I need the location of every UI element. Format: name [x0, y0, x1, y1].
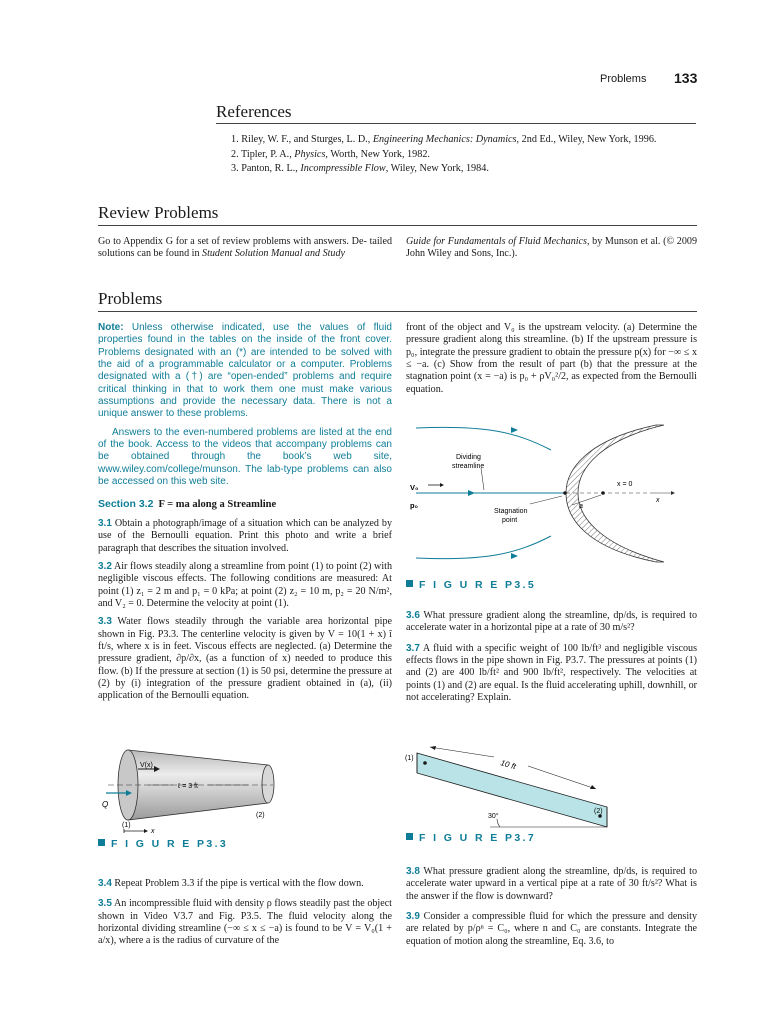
point-1-label: (1) — [405, 755, 414, 762]
reference-item: 2. Tipler, P. A., Physics, Worth, New York, 1982. — [231, 148, 430, 160]
stagnation-label: Stagnation — [494, 508, 528, 515]
figure-p3-7-caption: F I G U R E P3.7 — [406, 832, 536, 844]
reference-item: 3. Panton, R. L., Incompressible Flow, Wiley, New York, 1984. — [231, 163, 489, 174]
problem-3-4: 3.4 Repeat Problem 3.3 if the pipe is vertical with the flow down. — [98, 878, 364, 889]
figure-p3-3-caption: F I G U R E P3.3 — [98, 838, 228, 850]
length-label: 10 ft — [499, 758, 517, 772]
p0-label: p₀ — [410, 501, 418, 510]
angle-label: 30° — [488, 813, 499, 820]
right-column-bottom — [406, 866, 697, 954]
radius-label: a — [579, 503, 583, 510]
review-rule — [98, 225, 697, 226]
figure-p3-7 — [400, 745, 696, 835]
dividing-label: Dividing — [456, 454, 481, 461]
x-axis-label: x — [151, 828, 155, 835]
figure-p3-5 — [406, 410, 696, 575]
point-2-label: (2) — [256, 812, 265, 819]
problem-3-1: 3.1 Obtain a photograph/image of a situation which can be analyzed by use of the Bernoulli equation. Print this photo and write a brief paragraph that describes the situation involved. — [98, 517, 392, 554]
length-label: ℓ = 3 ft — [178, 783, 198, 790]
answers-paragraph: Answers to the even-numbered problems are listed at the end of the book. Access to the videos that accompany problems can be obtained through the book’s web site, www.wiley.com/college/munson. The lab-type problems can also be accessed on this web site. — [98, 426, 392, 488]
left-column-bottom — [98, 878, 392, 954]
right-column-middle — [406, 610, 697, 710]
references-rule — [216, 123, 696, 124]
point-2-label: (2) — [594, 808, 603, 815]
note-paragraph: Note: Unless otherwise indicated, use the values of fluid properties found in the tables on the inside of the front cover. Problems designated with an (*) are intended to be solved with the aid of a programmable calculator or a computer. Problems designated with a (†) are “open-ended” problems and require critical thinking in that to work them one must make various assumptions and provide the necessary data. There is not a unique answer to these problems. — [98, 322, 392, 420]
problems-rule — [98, 311, 697, 312]
point-1-label: (1) — [122, 822, 131, 829]
review-left-text: Go to Appendix G for a set of review problems with answers. De- tailed solutions can be found in Student Solution Manual and Study — [98, 236, 392, 260]
problem-3-2: 3.2 Air flows steadily along a streamline from point (1) to point (2) with negligible viscous effects. The following conditions are measured: At point (1) z₁ = 2 m and p₁ = 0 kPa; at point (2) z₂ = 10 m, p₂ = 20 N/m², and V₂ = 0. Determine the velocity at point (1). — [98, 560, 392, 609]
problem-3-6: 3.6 What pressure gradient along the streamline, dp/ds, is required to accelerate water in a horizontal pipe at a rate of 30 m/s²? — [406, 610, 697, 634]
problem-3-3: 3.3 Water flows steadily through the variable area horizontal pipe shown in Fig. P3.3. The centerline velocity is given by V = 10(1 + x) î ft/s, where x is in feet. Viscous effects are neglected. (a) Determine the pressure gradient, ∂p/∂x, (as a function of x) needed to produce this flow. (b) If the pressure at section (1) is 50 psi, determine the pressure at (2) by (i) integration of the pressure gradient obtained in (a), (ii) application of the Bernoulli equation. — [98, 616, 392, 702]
problems-title: Problems — [98, 289, 163, 308]
figure-p3-3 — [98, 745, 388, 835]
review-right-text: Guide for Fundamentals of Fluid Mechanics, by Munson et al. (© 2009 John Wiley and Sons, Inc.). — [406, 236, 697, 260]
figure-p3-5-caption: F I G U R E P3.5 — [406, 579, 536, 591]
point-label: point — [502, 517, 518, 524]
problem-3-8: 3.8 What pressure gradient along the streamline, dp/ds, is required to accelerate water upward in a vertical pipe at a rate of 30 ft/s²? What is the answer if the flow is downward? — [406, 866, 697, 902]
problem-3-5: 3.5 An incompressible fluid with density ρ flows steadily past the object shown in Video V3.7 and Fig. P3.5. The fluid velocity along the horizontal dividing streamline (−∞ ≤ x ≤ −a) is found to be V = V₀(1 + a/x), where a is the radius of curvature of the — [98, 898, 392, 947]
v0-label: V₀ — [410, 483, 419, 492]
flow-rate-label: Q — [102, 800, 109, 809]
references-title: References — [216, 102, 292, 121]
references-list — [231, 133, 656, 177]
origin-label: x = 0 — [617, 481, 633, 488]
problem-3-5-continued: front of the object and V₀ is the upstream velocity. (a) Determine the pressure gradient along this streamline. (b) If the upstream pressure is p₀, integrate the pressure gradient to obtain the pressure p(x) for −∞ ≤ x ≤ −a. (c) Show from the result of part (b) that the pressure at the stagnation point (x = −a) is p₀ + ρV₀²/2, as expected from the Bernoulli equation. — [406, 322, 697, 395]
review-title: Review Problems — [98, 203, 219, 222]
section-heading: Section 3.2 F = ma along a Streamline — [98, 498, 277, 511]
problem-3-7: 3.7 A fluid with a specific weight of 100 lb/ft³ and negligible viscous effects flows in the pipe shown in Fig. P3.7. The pressures at points (1) and (2) are 400 lb/ft² and 900 lb/ft², respectively. The velocities at points (1) and (2) are equal. Is the fluid accelerating uphill, downhill, or not accelerating? Explain. — [406, 642, 697, 704]
left-column — [98, 322, 392, 709]
page-number: 133 — [674, 70, 698, 86]
velocity-label: V(x) — [140, 762, 153, 769]
x-axis-label: x — [656, 497, 660, 504]
streamline-label: streamline — [452, 463, 485, 470]
problem-3-9: 3.9 Consider a compressible fluid for which the pressure and density are related by p/ρⁿ = C₀, where n and C₀ are constants. Integrate the equation of motion along the streamline, Eq. 3.6, to — [406, 911, 697, 947]
reference-item: 1. Riley, W. F., and Sturges, L. D., Engineering Mechanics: Dynamics, 2nd Ed., Wiley, New York, 1996. — [231, 134, 657, 145]
running-head: Problems — [600, 73, 647, 85]
